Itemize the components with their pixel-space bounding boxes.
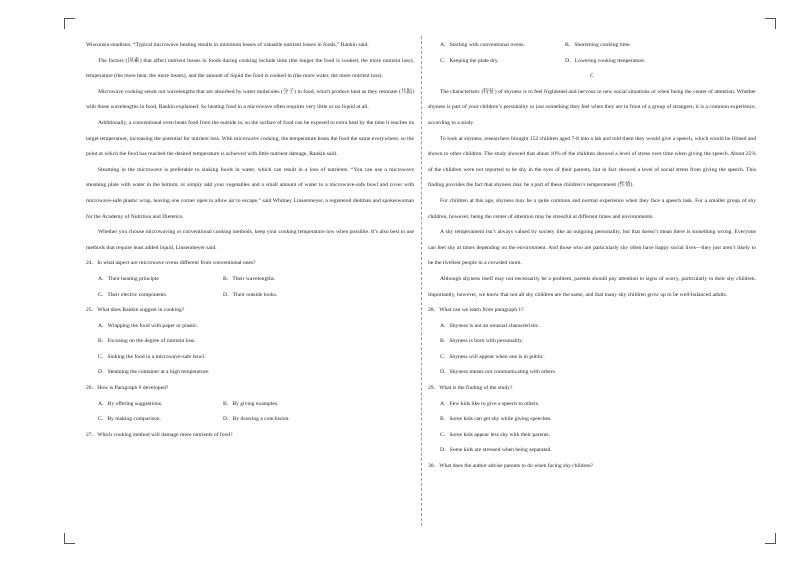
question-27-options bbox=[428, 38, 756, 54]
answer-option: B．Some kids can get shy while giving speeches. bbox=[440, 416, 552, 423]
passage-paragraph: Additionally, a conventional oven heats food from the outside in, so the surface of food can be exposed to extra heat by the time it reaches its target temperature, increasing the potential for nutrient loss. With microwave cooking, the temperature heats the food the same everywhere, so the point at which the food has reached the desired temperature is achieved with little nutrient damage, Rankin said. bbox=[86, 119, 414, 158]
answer-option: D．By drawing a conclusion. bbox=[223, 416, 290, 423]
answer-option: A．Their heating principle bbox=[98, 275, 159, 282]
question-stem: 26．How is Paragraph 6 developed? bbox=[86, 385, 169, 392]
question-26 bbox=[86, 381, 414, 428]
answer-option: C．Sinking the food in a microwave-safe bowl. bbox=[98, 353, 206, 360]
answer-option: B．Shortening cooking time. bbox=[565, 42, 632, 48]
crop-mark-bottom-left bbox=[64, 533, 75, 544]
answer-option: A．Starting with conventional ovens. bbox=[440, 42, 525, 48]
answer-option: A．By offering suggestions. bbox=[98, 400, 163, 407]
section-label: C bbox=[590, 73, 594, 80]
question-29 bbox=[428, 381, 756, 459]
answer-option: A．Few kids like to give a speech to others. bbox=[440, 400, 540, 407]
question-24 bbox=[86, 256, 414, 303]
question-stem: 30．What does the author advise parents to do when facing shy children? bbox=[428, 463, 594, 470]
passage-paragraph: Although shyness itself may not necessarily be a problem, parents should pay attention to signs of worry, particularly in their shy children. Importantly, however, we know that not all shy children are the same, and that many shy children grow up to be well-balanced adults. bbox=[428, 275, 756, 298]
passage-paragraph: Steaming in the microwave is preferable to sinking foods in water, which can result in a loss of nutrients. “You can use a microwave steaming plate with water in the bottom, or simply add your vegetables and a small amount of water to a microwave-safe bowl and cover with microwave-safe plastic wrap, leaving one corner open to allow air to escape,” said Whitney Linsenmeyer, a registered dietitian and spokeswoman for the Academy of Nutrition and Dietetics. bbox=[86, 166, 414, 220]
question-stem: 25．What does Rankin suggest in cooking? bbox=[86, 307, 185, 314]
question-stem: 28．What can we learn from paragraph 1? bbox=[428, 307, 524, 314]
right-column bbox=[428, 38, 756, 475]
question-stem: 24．In what aspect are microwave ovens different from conventional ones? bbox=[86, 260, 256, 267]
answer-option: C．Keeping the plate dry. bbox=[440, 57, 499, 64]
left-column bbox=[86, 38, 414, 443]
passage-paragraph: Wisconsin-madison. “Typical microwave heating results in minimum losses of valuable nutrient losses in foods,” Rankin said. bbox=[86, 42, 369, 48]
question-30 bbox=[428, 459, 756, 475]
answer-option: C．By making comparison. bbox=[98, 416, 161, 423]
passage-paragraph: The factors (因素) that affect nutrient losses in foods during cooking include time (the longer the food is cooked, the more nutrient loss), temperature (the more heat, the more losses), and the amount of liquid the food is cooked in (the more water, the more nutrient loss). bbox=[86, 57, 414, 80]
passage-paragraph: Microwave cooking sends out wavelengths that are absorbed by water molecules (分子) in food, which produce heat as they resonate (共振) with those wavelengths in food, Rankin explained. So heating food in a microwave often requires very little or no liquid at all. bbox=[86, 88, 414, 111]
answer-option: B．Shyness is born with personality. bbox=[440, 338, 524, 345]
answer-option: B．Their wavelengths. bbox=[223, 275, 276, 282]
passage-paragraph: The characteristic (特征) of shyness is to feel frightened and nervous in new social situations or when being the center of attention. Whether shyness is part of your children’s personality or just something they feel when they are in front of a group of strangers, it is a common experience, according to a study. bbox=[428, 88, 756, 126]
answer-option: D．Steaming the container at a high temperature. bbox=[98, 369, 210, 376]
passage-paragraph: Whether you choose microwaving or conventional cooking methods, keep your cooking temperature low when possible. It’s also best to use methods that require least added liquid, Linsenmeyer said. bbox=[86, 229, 414, 251]
crop-mark-top-right bbox=[765, 18, 776, 29]
answer-option: D．Their outside looks. bbox=[223, 291, 278, 298]
answer-option: C．Their electric components. bbox=[98, 291, 168, 298]
crop-mark-bottom-right bbox=[765, 533, 776, 544]
answer-option: A．Shyness is not an unusual characteristic. bbox=[440, 322, 540, 329]
question-stem: 27．Which cooking method will damage more nutrients of food? bbox=[86, 431, 233, 438]
crop-mark-top-left bbox=[64, 18, 75, 29]
answer-option: A．Wrapping the food with paper or plastic. bbox=[98, 322, 199, 329]
question-28 bbox=[428, 303, 756, 381]
answer-option: D．Lowering cooking temperature. bbox=[565, 57, 646, 64]
answer-option: C．Some kids appear less shy with their parents. bbox=[440, 431, 550, 438]
answer-option: D．Some kids are stressed when being separated. bbox=[440, 447, 552, 454]
question-stem: 29．What is the finding of the study? bbox=[428, 385, 513, 392]
answer-option: B．Focusing on the degree of nutrient loss. bbox=[98, 338, 196, 345]
question-25 bbox=[86, 303, 414, 381]
passage-paragraph: A shy temperament isn’t always valued by society like an outgoing personality, but that doesn’t mean there is something wrong. Everyone can feel shy at times depending on the environment. And those who are particularly shy often have happy social lives—they just aren’t likely to be the liveliest people in a crowded room. bbox=[428, 229, 756, 267]
answer-option: C．Shyness will appear when one is in public. bbox=[440, 353, 545, 360]
passage-paragraph: To look at shyness, researchers brought 152 children aged 7-8 into a lab and told them they would give a speech, which would be filmed and shown to other children. The study showed that about 10% of the children showed a level of stress over time when giving the speech. About 25% of the children were not reported to be shy in the eyes of their parents, but in fact showed a level of social stress from giving the speech. This finding provides the fact that shyness may be a part of these children’s temperament (性情). bbox=[428, 135, 756, 189]
passage-paragraph: For children at this age, shyness may be a quite common and normal experience when they face a speech task. For a smaller group of shy children, however, being the center of attention may be stressful at different times and environments. bbox=[428, 197, 756, 220]
question-27 bbox=[86, 428, 414, 444]
answer-option: B．By giving examples. bbox=[223, 400, 279, 407]
answer-option: D．Shyness means not communicating with others. bbox=[440, 369, 557, 376]
column-divider bbox=[421, 36, 422, 526]
